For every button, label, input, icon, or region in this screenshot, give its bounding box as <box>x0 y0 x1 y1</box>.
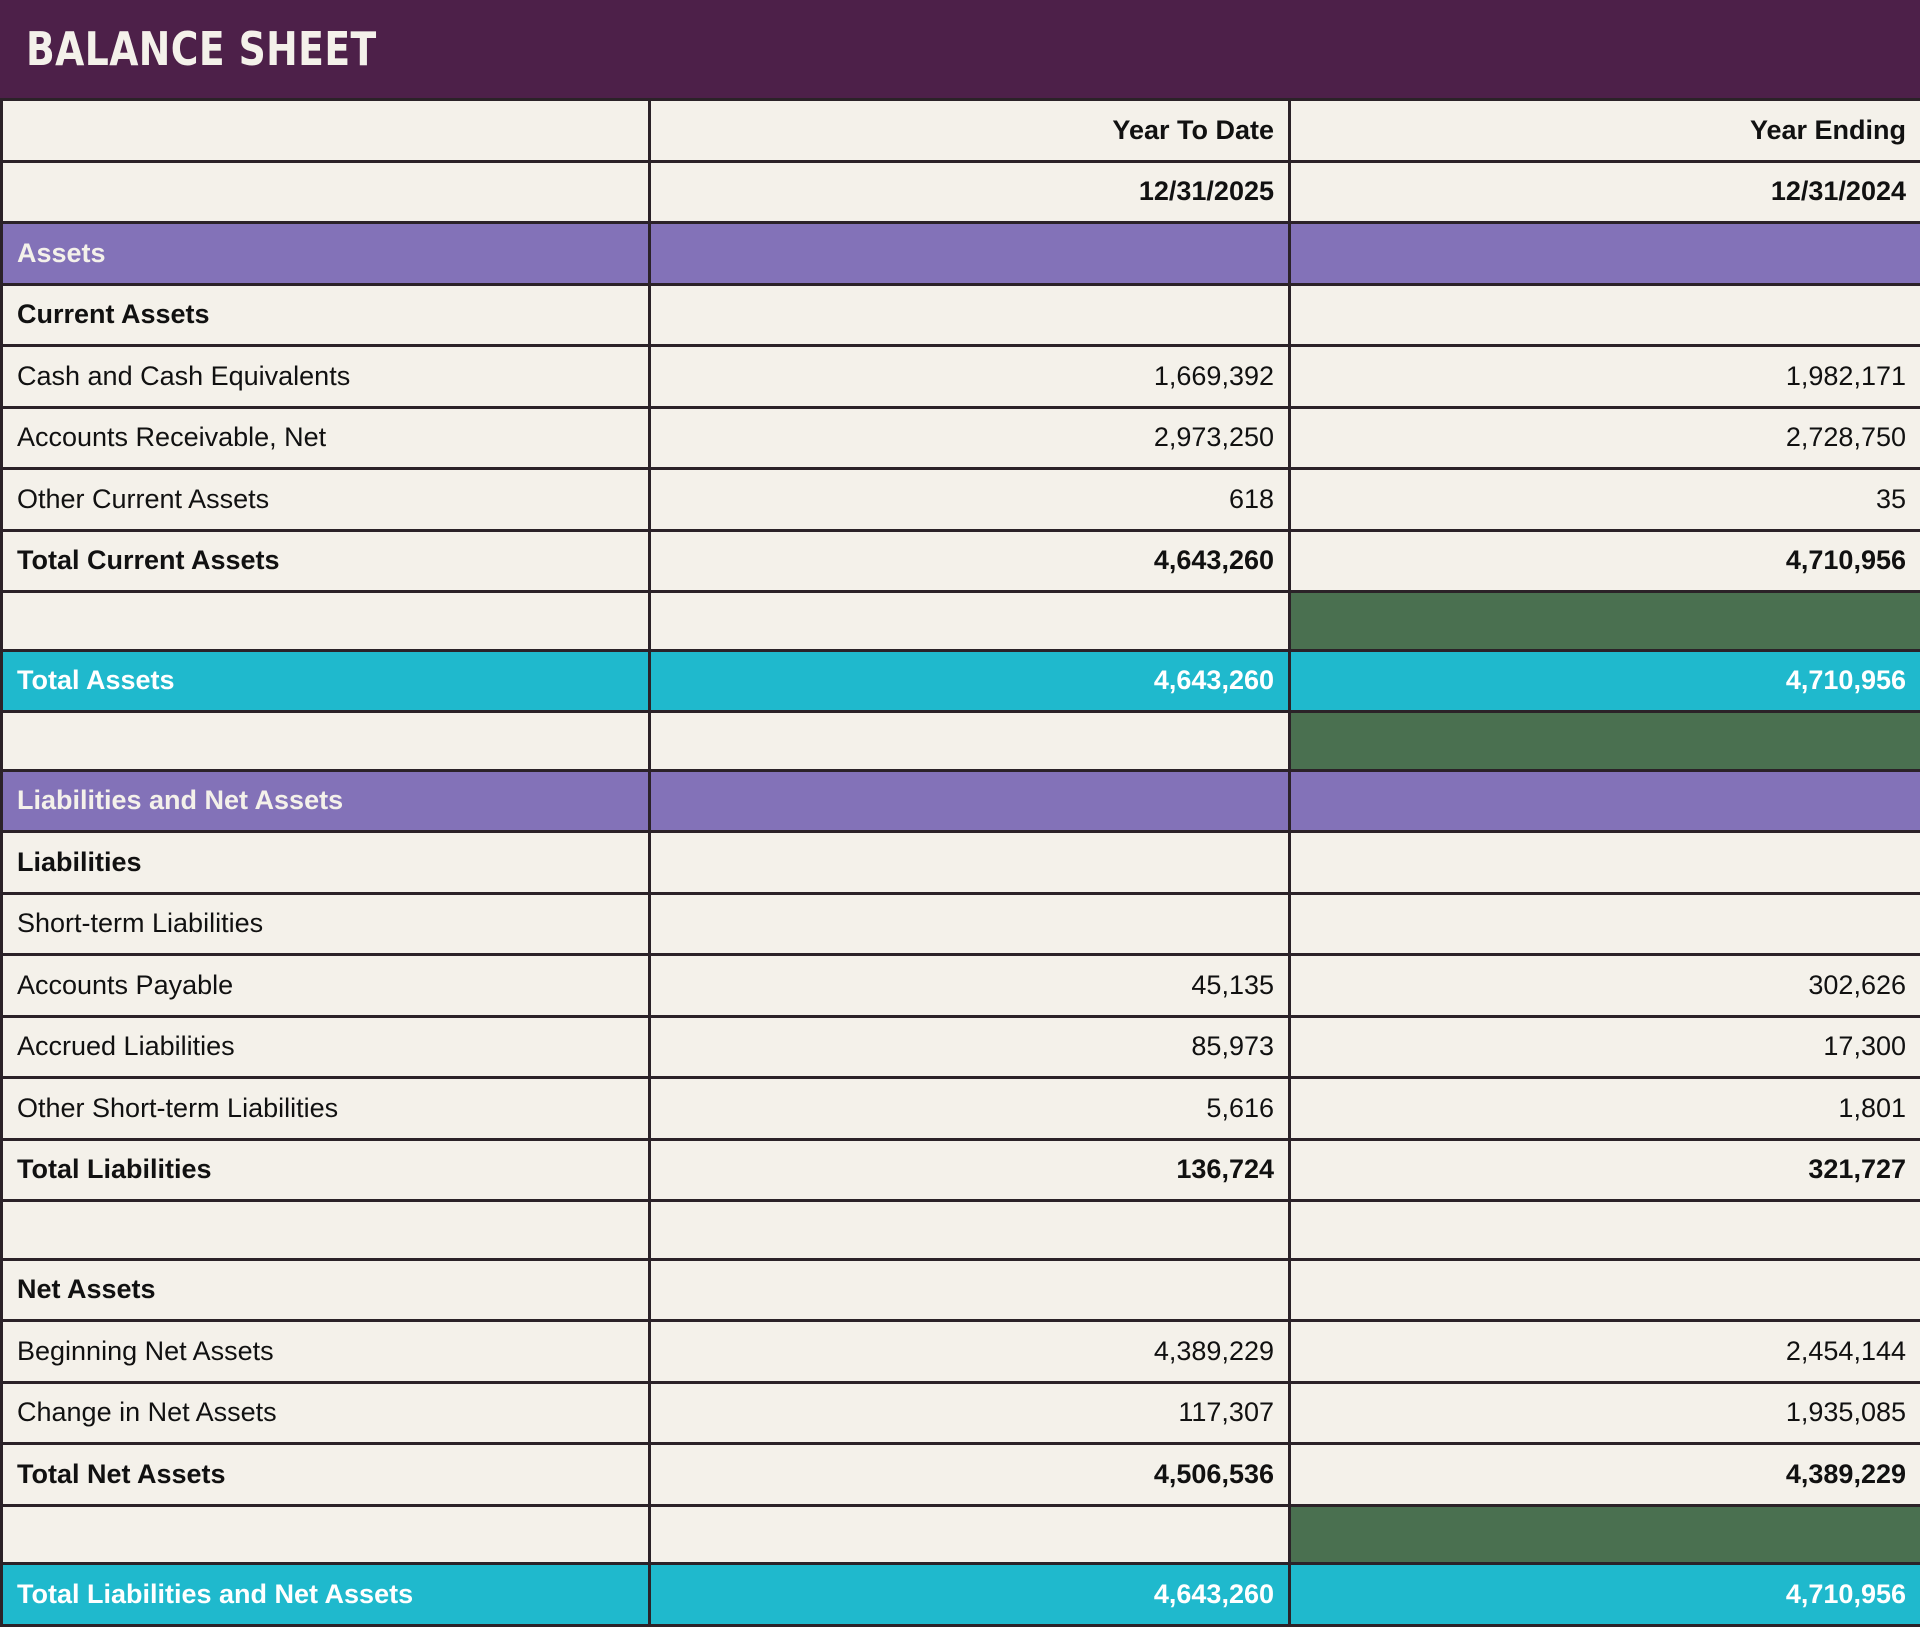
section-band-liabilities-and-net-assets <box>2 770 1920 832</box>
row-label-current-assets: Current Assets <box>2 284 650 346</box>
row-value-total-current-assets-ye: 4,710,956 <box>1290 530 1920 592</box>
table-row-current-assets-heading <box>2 284 1920 346</box>
row-value-total-assets-ye: 4,710,956 <box>1290 650 1920 712</box>
row-label-liabilities: Liabilities <box>2 832 650 894</box>
accent-block-green-1 <box>1290 592 1920 650</box>
section-label-assets: Assets <box>2 223 650 285</box>
spacer-cell-3-ye <box>1290 1201 1920 1259</box>
table-header-row-titles <box>2 100 1920 162</box>
row-value-total-net-assets-ytd: 4,506,536 <box>650 1444 1290 1506</box>
row-label-accounts-receivable: Accounts Receivable, Net <box>2 407 650 469</box>
spacer-cell-2-label <box>2 712 650 770</box>
page-title: BALANCE SHEET <box>26 22 377 76</box>
table-spacer-row-2 <box>2 712 1920 770</box>
row-value-accounts-receivable-ye: 2,728,750 <box>1290 407 1920 469</box>
row-value-current-assets-ye <box>1290 284 1920 346</box>
row-value-cash-ytd: 1,669,392 <box>650 346 1290 408</box>
header-cell-year-ending: Year Ending <box>1290 100 1920 162</box>
row-label-total-net-assets: Total Net Assets <box>2 1444 650 1506</box>
header-cell-blank <box>2 100 650 162</box>
report-title-bar <box>0 0 1920 98</box>
row-value-accounts-payable-ytd: 45,135 <box>650 955 1290 1017</box>
row-label-accrued-liabilities: Accrued Liabilities <box>2 1016 650 1078</box>
row-value-total-liabilities-ytd: 136,724 <box>650 1139 1290 1201</box>
section-band-liabilities-ytd <box>650 770 1290 832</box>
table-spacer-row-1 <box>2 592 1920 650</box>
spacer-cell-1-label <box>2 592 650 650</box>
row-value-net-assets-ytd <box>650 1259 1290 1321</box>
row-value-total-net-assets-ye: 4,389,229 <box>1290 1444 1920 1506</box>
row-value-current-assets-ytd <box>650 284 1290 346</box>
table-row-accrued-liabilities <box>2 1016 1920 1078</box>
table-row-short-term-liabilities <box>2 893 1920 955</box>
row-label-total-assets: Total Assets <box>2 650 650 712</box>
spacer-cell-2-ytd <box>650 712 1290 770</box>
row-value-net-assets-ye <box>1290 1259 1920 1321</box>
table-row-other-short-term-liabilities <box>2 1078 1920 1140</box>
row-label-net-assets: Net Assets <box>2 1259 650 1321</box>
table-row-change-in-net-assets <box>2 1382 1920 1444</box>
header-cell-year-to-date: Year To Date <box>650 100 1290 162</box>
section-band-liabilities-ye <box>1290 770 1920 832</box>
table-row-liabilities-heading <box>2 832 1920 894</box>
row-value-total-current-assets-ytd: 4,643,260 <box>650 530 1290 592</box>
table-header-row-dates <box>2 161 1920 223</box>
section-band-assets-ye <box>1290 223 1920 285</box>
row-value-accounts-receivable-ytd: 2,973,250 <box>650 407 1290 469</box>
table-row-total-liabilities <box>2 1139 1920 1201</box>
row-value-accrued-liabilities-ytd: 85,973 <box>650 1016 1290 1078</box>
row-label-total-liabilities: Total Liabilities <box>2 1139 650 1201</box>
row-label-total-liabilities-and-net-assets: Total Liabilities and Net Assets <box>2 1564 650 1626</box>
row-value-total-liabilities-and-net-assets-ytd: 4,643,260 <box>650 1564 1290 1626</box>
row-value-liabilities-ye <box>1290 832 1920 894</box>
row-label-other-short-term-liabilities: Other Short-term Liabilities <box>2 1078 650 1140</box>
table-row-other-current-assets <box>2 469 1920 531</box>
row-label-change-in-net-assets: Change in Net Assets <box>2 1382 650 1444</box>
row-value-beginning-net-assets-ye: 2,454,144 <box>1290 1321 1920 1383</box>
accent-block-green-3 <box>1290 1505 1920 1563</box>
row-value-short-term-liabilities-ye <box>1290 893 1920 955</box>
row-value-beginning-net-assets-ytd: 4,389,229 <box>650 1321 1290 1383</box>
header-cell-ytd-date: 12/31/2025 <box>650 161 1290 223</box>
row-value-change-in-net-assets-ye: 1,935,085 <box>1290 1382 1920 1444</box>
table-row-beginning-net-assets <box>2 1321 1920 1383</box>
table-row-accounts-receivable <box>2 407 1920 469</box>
header-cell-ye-date: 12/31/2024 <box>1290 161 1920 223</box>
row-value-total-assets-ytd: 4,643,260 <box>650 650 1290 712</box>
header-cell-blank-2 <box>2 161 650 223</box>
spacer-cell-4-ytd <box>650 1505 1290 1563</box>
section-band-assets-ytd <box>650 223 1290 285</box>
spacer-cell-3-ytd <box>650 1201 1290 1259</box>
table-row-total-net-assets <box>2 1444 1920 1506</box>
row-value-other-short-term-liabilities-ye: 1,801 <box>1290 1078 1920 1140</box>
spacer-cell-3-label <box>2 1201 650 1259</box>
table-row-total-current-assets <box>2 530 1920 592</box>
table-row-total-liabilities-and-net-assets <box>2 1564 1920 1626</box>
section-label-liabilities-and-net-assets: Liabilities and Net Assets <box>2 770 650 832</box>
table-spacer-row-4 <box>2 1505 1920 1563</box>
row-value-other-current-assets-ytd: 618 <box>650 469 1290 531</box>
row-value-short-term-liabilities-ytd <box>650 893 1290 955</box>
spacer-cell-1-ytd <box>650 592 1290 650</box>
row-value-cash-ye: 1,982,171 <box>1290 346 1920 408</box>
row-label-short-term-liabilities: Short-term Liabilities <box>2 893 650 955</box>
table-spacer-row-3 <box>2 1201 1920 1259</box>
row-value-accounts-payable-ye: 302,626 <box>1290 955 1920 1017</box>
row-value-other-short-term-liabilities-ytd: 5,616 <box>650 1078 1290 1140</box>
row-value-other-current-assets-ye: 35 <box>1290 469 1920 531</box>
row-label-beginning-net-assets: Beginning Net Assets <box>2 1321 650 1383</box>
row-label-total-current-assets: Total Current Assets <box>2 530 650 592</box>
row-value-change-in-net-assets-ytd: 117,307 <box>650 1382 1290 1444</box>
table-row-net-assets-heading <box>2 1259 1920 1321</box>
row-value-accrued-liabilities-ye: 17,300 <box>1290 1016 1920 1078</box>
table-row-total-assets <box>2 650 1920 712</box>
row-label-accounts-payable: Accounts Payable <box>2 955 650 1017</box>
row-value-total-liabilities-and-net-assets-ye: 4,710,956 <box>1290 1564 1920 1626</box>
row-value-total-liabilities-ye: 321,727 <box>1290 1139 1920 1201</box>
row-label-cash: Cash and Cash Equivalents <box>2 346 650 408</box>
table-row-accounts-payable <box>2 955 1920 1017</box>
section-band-assets <box>2 223 1920 285</box>
row-value-liabilities-ytd <box>650 832 1290 894</box>
table-row-cash <box>2 346 1920 408</box>
spacer-cell-4-label <box>2 1505 650 1563</box>
row-label-other-current-assets: Other Current Assets <box>2 469 650 531</box>
accent-block-green-2 <box>1290 712 1920 770</box>
balance-sheet-table <box>0 98 1920 1627</box>
